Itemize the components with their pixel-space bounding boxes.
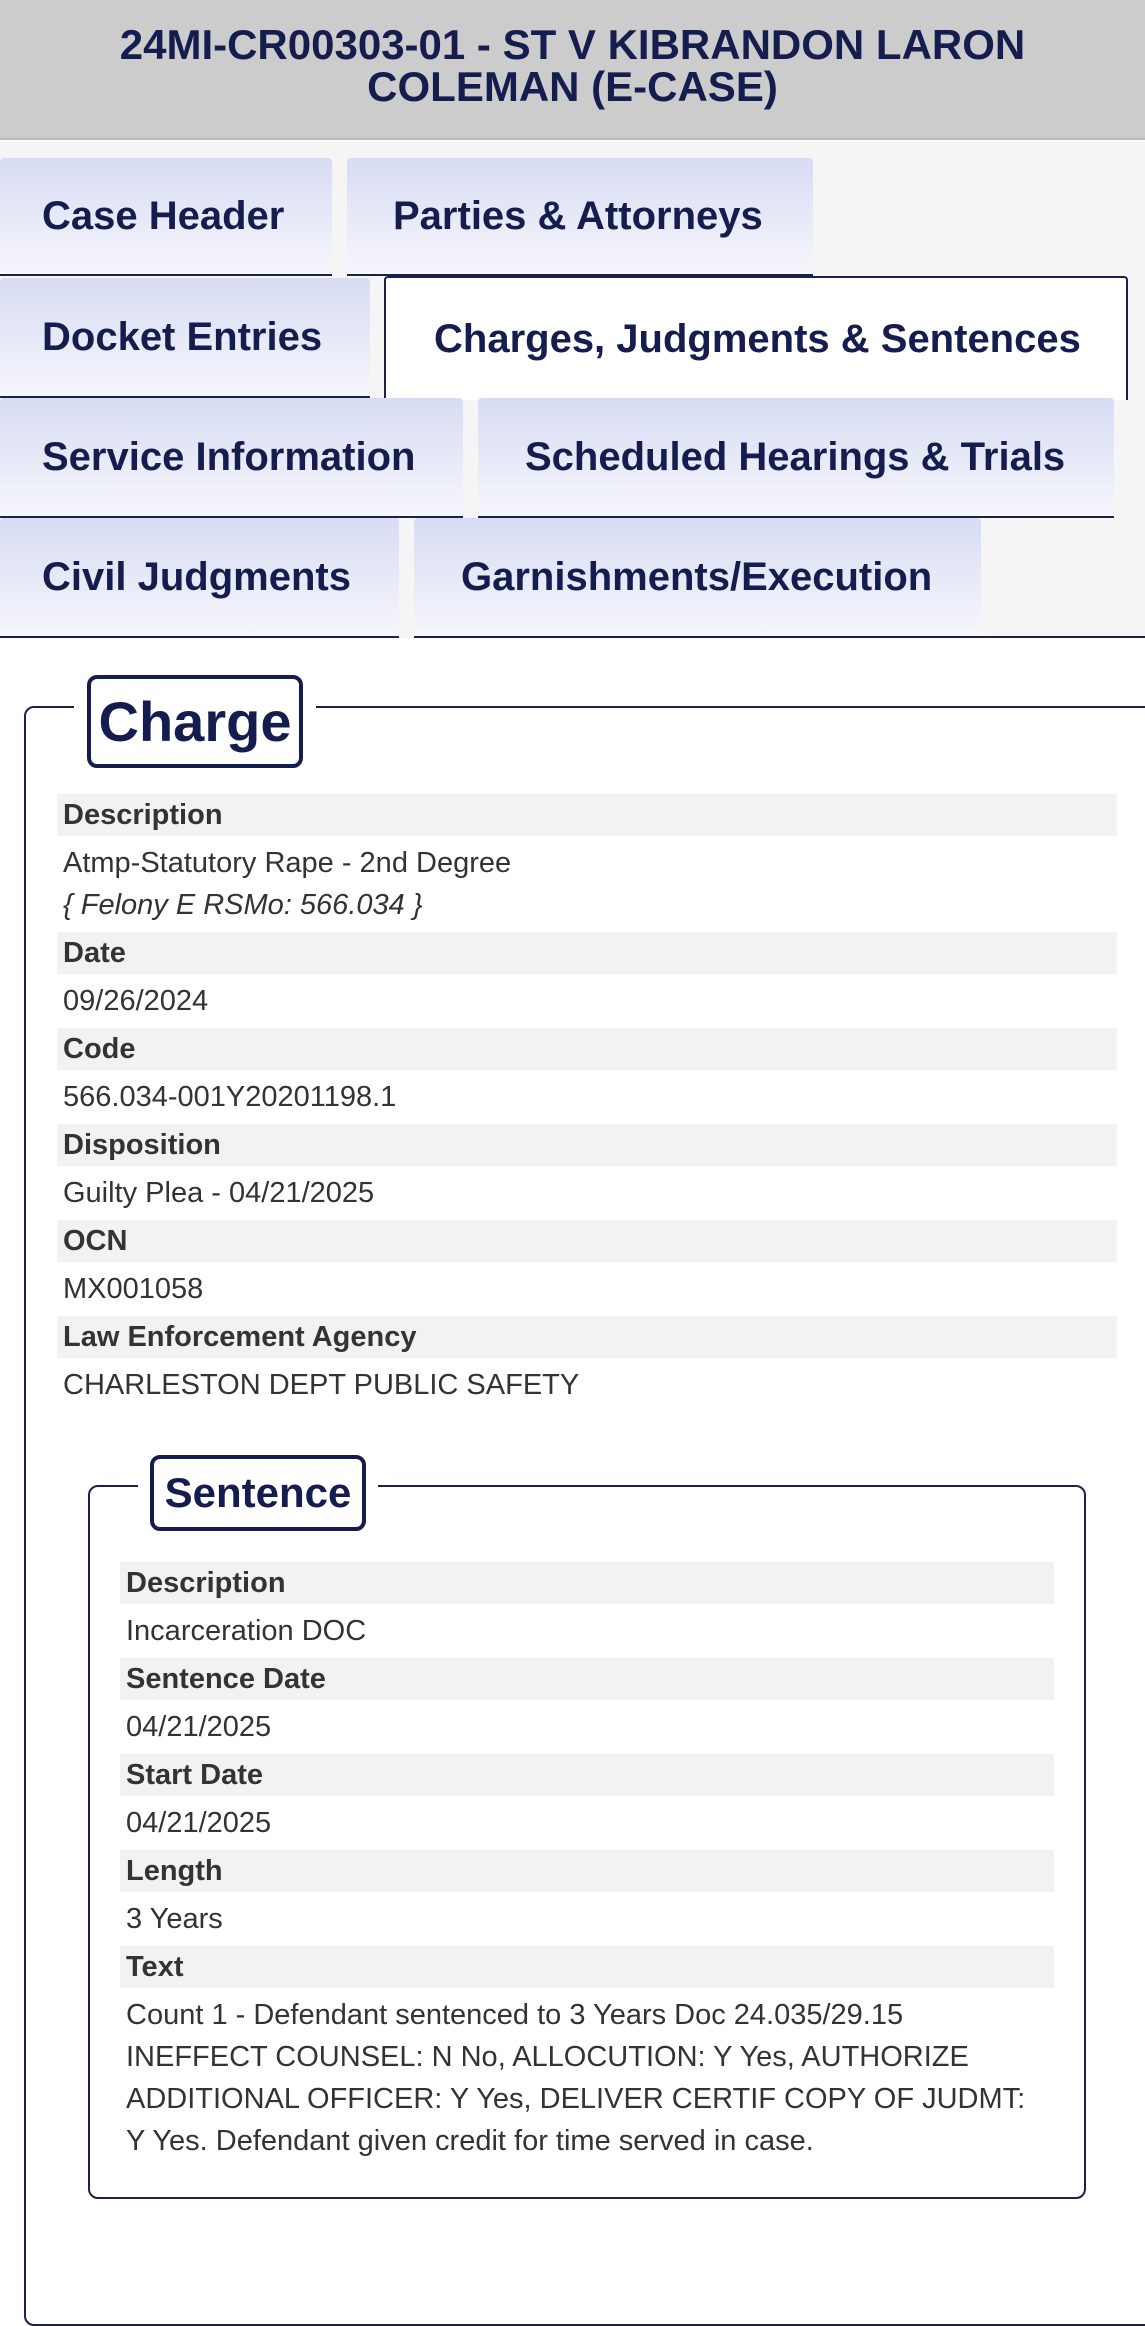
tab-label: Docket Entries	[42, 314, 323, 359]
sentence-start-date-label: Start Date	[120, 1754, 1054, 1796]
charge-legend	[87, 675, 303, 768]
charge-agency-label: Law Enforcement Agency	[57, 1316, 1117, 1358]
tab-civil-judgments[interactable]	[0, 518, 399, 638]
tab-docket-entries[interactable]	[0, 278, 370, 398]
tab-charges-judgments-sentences[interactable]	[384, 276, 1128, 400]
charge-legend-text: Charge	[98, 690, 292, 753]
charge-disposition-label: Disposition	[57, 1124, 1117, 1166]
tab-parties-attorneys[interactable]	[347, 158, 813, 276]
tab-label: Civil Judgments	[42, 554, 351, 599]
tab-label: Service Information	[42, 434, 416, 479]
sentence-length: 3 Years	[126, 1903, 223, 1935]
sentence-length-label: Length	[120, 1850, 1054, 1892]
charge-disposition: Guilty Plea - 04/21/2025	[63, 1177, 375, 1209]
tab-garnishments-execution[interactable]	[414, 518, 981, 638]
charge-description-detail: { Felony E RSMo: 566.034 }	[63, 889, 423, 921]
tab-case-header[interactable]	[0, 158, 332, 276]
tab-label: Charges, Judgments & Sentences	[434, 316, 1081, 361]
charge-date-label: Date	[57, 932, 1117, 974]
charge-code: 566.034-001Y20201198.1	[63, 1081, 397, 1113]
tab-label: Garnishments/Execution	[461, 554, 933, 599]
tab-label: Case Header	[42, 193, 285, 238]
charge-description-label: Description	[57, 794, 1117, 836]
sentence-date-label: Sentence Date	[120, 1658, 1054, 1700]
tab-label: Parties & Attorneys	[393, 193, 763, 238]
tab-label: Scheduled Hearings & Trials	[525, 434, 1066, 479]
charge-agency: CHARLESTON DEPT PUBLIC SAFETY	[63, 1369, 580, 1401]
case-title: 24MI-CR00303-01 - ST V KIBRANDON LARON COLEMAN (E-CASE)	[119, 21, 1026, 110]
charge-date: 09/26/2024	[63, 985, 209, 1017]
charge-code-label: Code	[57, 1028, 1117, 1070]
sentence-description-label: Description	[120, 1562, 1054, 1604]
charge-ocn: MX001058	[63, 1273, 204, 1305]
tab-row-divider	[981, 636, 1145, 638]
tab-service-information[interactable]	[0, 398, 463, 518]
sentence-start-date: 04/21/2025	[126, 1807, 272, 1839]
sentence-date: 04/21/2025	[126, 1711, 272, 1743]
sentence-text: Count 1 - Defendant sentenced to 3 Years Doc 24.035/29.15 INEFFECT COUNSEL: N No, ALLOCUTION: Y Yes, AUTHORIZE ADDITIONAL OFFICER: Y Yes, DELIVER CERTIF COPY OF JUDMT: Y Yes. Defendant given credit for time served in case.	[126, 1999, 1026, 2157]
sentence-description: Incarceration DOC	[126, 1615, 367, 1647]
tab-scheduled-hearings-trials[interactable]	[478, 398, 1114, 518]
sentence-legend-text: Sentence	[164, 1469, 352, 1516]
charge-ocn-label: OCN	[57, 1220, 1117, 1262]
sentence-legend	[150, 1455, 366, 1531]
case-title-bar	[0, 0, 1145, 140]
charge-description: Atmp-Statutory Rape - 2nd Degree	[63, 847, 512, 879]
sentence-text-label: Text	[120, 1946, 1054, 1988]
